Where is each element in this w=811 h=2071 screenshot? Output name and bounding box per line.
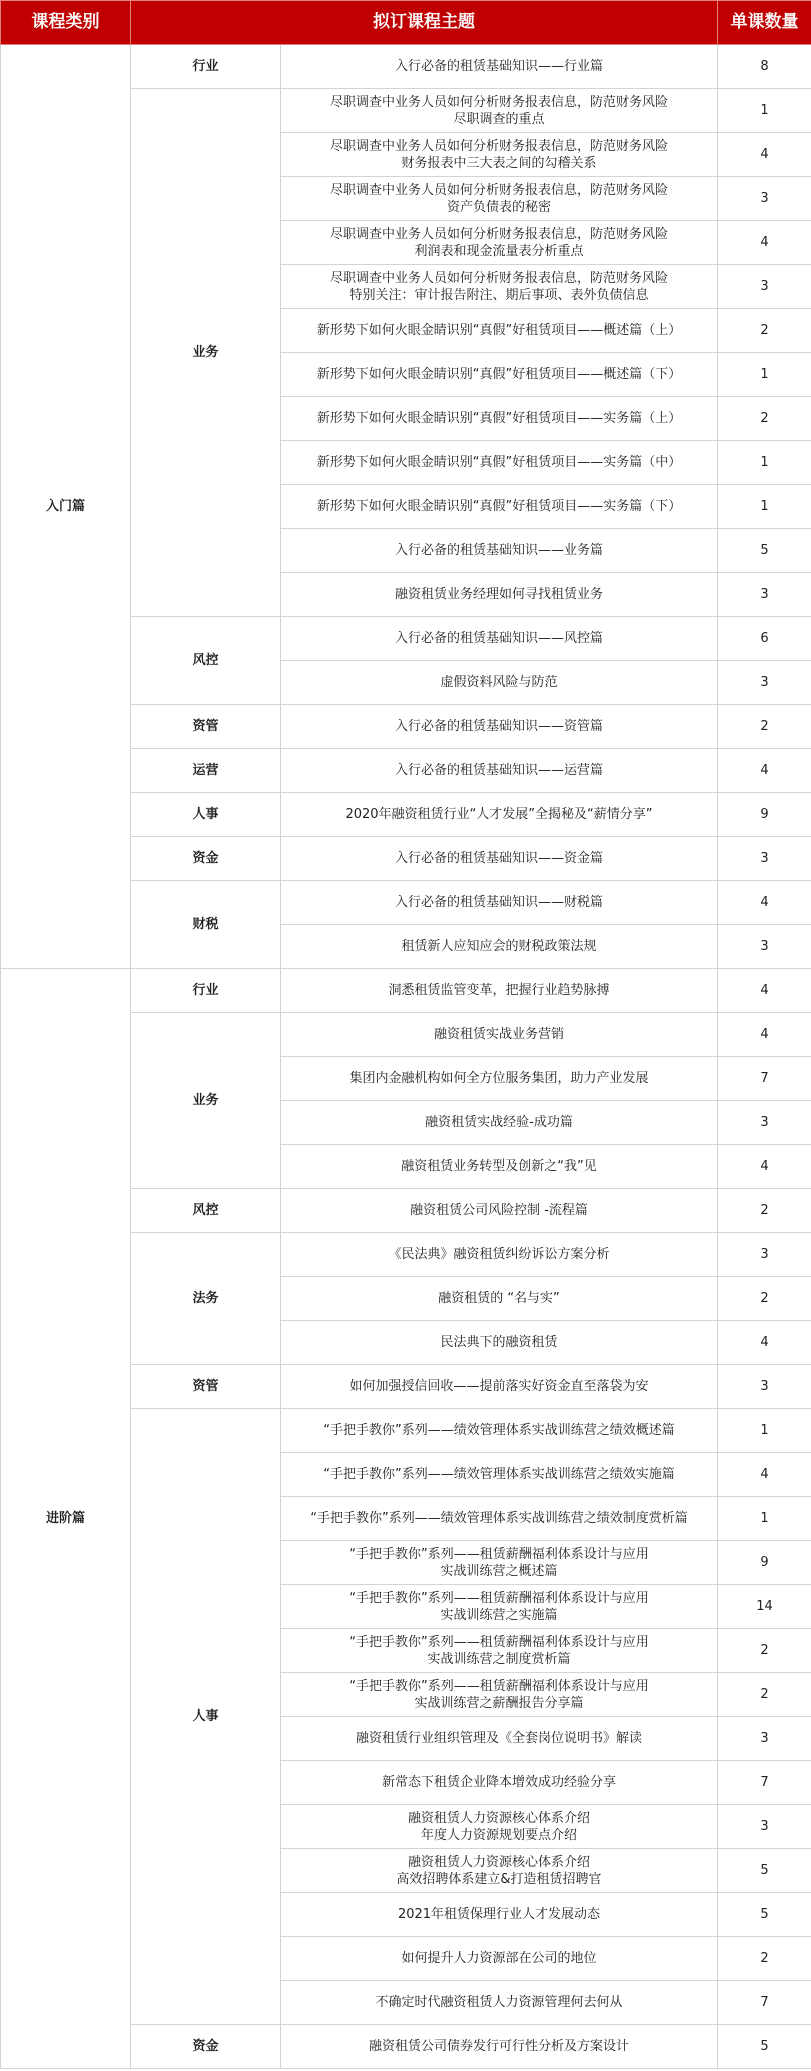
course-count-cell: 1 <box>718 1409 811 1453</box>
subcategory-cell: 人事 <box>131 793 281 837</box>
course-count-cell: 1 <box>718 441 811 485</box>
subcategory-cell: 资管 <box>131 705 281 749</box>
course-topic-cell: 如何提升人力资源部在公司的地位 <box>281 1937 718 1981</box>
course-count-cell: 7 <box>718 1057 811 1101</box>
category-cell: 进阶篇 <box>1 969 131 2069</box>
course-topic-cell: 《民法典》融资租赁纠纷诉讼方案分析 <box>281 1233 718 1277</box>
course-topic-cell: “手把手教你”系列——绩效管理体系实战训练营之绩效实施篇 <box>281 1453 718 1497</box>
course-count-cell: 3 <box>718 1365 811 1409</box>
course-count-cell: 1 <box>718 89 811 133</box>
course-topic-cell: 集团内金融机构如何全方位服务集团，助力产业发展 <box>281 1057 718 1101</box>
course-count-cell: 3 <box>718 1805 811 1849</box>
subcategory-cell: 行业 <box>131 969 281 1013</box>
table-row <box>1 45 811 89</box>
course-count-cell: 1 <box>718 353 811 397</box>
course-count-cell: 4 <box>718 881 811 925</box>
course-count-cell: 2 <box>718 397 811 441</box>
course-topic-cell: 融资租赁实战业务营销 <box>281 1013 718 1057</box>
course-count-cell: 8 <box>718 45 811 89</box>
course-count-cell: 5 <box>718 1849 811 1893</box>
course-topic-cell: 入行必备的租赁基础知识——风控篇 <box>281 617 718 661</box>
course-count-cell: 5 <box>718 2025 811 2069</box>
subcategory-cell: 风控 <box>131 617 281 705</box>
subcategory-cell: 资金 <box>131 2025 281 2069</box>
course-topic-cell: 融资租赁业务转型及创新之“我”见 <box>281 1145 718 1189</box>
course-count-cell: 2 <box>718 1189 811 1233</box>
course-topic-cell: 融资租赁人力资源核心体系介绍 高效招聘体系建立&打造租赁招聘官 <box>281 1849 718 1893</box>
course-topic-cell: “手把手教你”系列——租赁薪酬福利体系设计与应用 实战训练营之实施篇 <box>281 1585 718 1629</box>
course-topic-cell: 尽职调查中业务人员如何分析财务报表信息，防范财务风险 资产负债表的秘密 <box>281 177 718 221</box>
subcategory-cell: 运营 <box>131 749 281 793</box>
course-topic-cell: 入行必备的租赁基础知识——财税篇 <box>281 881 718 925</box>
course-count-cell: 2 <box>718 1937 811 1981</box>
course-count-cell: 7 <box>718 1761 811 1805</box>
course-count-cell: 1 <box>718 485 811 529</box>
course-count-cell: 9 <box>718 793 811 837</box>
course-topic-cell: 融资租赁实战经验-成功篇 <box>281 1101 718 1145</box>
course-count-cell: 4 <box>718 749 811 793</box>
subcategory-cell: 财税 <box>131 881 281 969</box>
course-count-cell: 3 <box>718 177 811 221</box>
course-topic-cell: 入行必备的租赁基础知识——资金篇 <box>281 837 718 881</box>
course-count-cell: 4 <box>718 1013 811 1057</box>
course-topic-cell: 融资租赁的 “名与实” <box>281 1277 718 1321</box>
course-count-cell: 2 <box>718 309 811 353</box>
course-topic-cell: 融资租赁人力资源核心体系介绍 年度人力资源规划要点介绍 <box>281 1805 718 1849</box>
course-topic-cell: 融资租赁公司债券发行可行性分析及方案设计 <box>281 2025 718 2069</box>
course-count-cell: 4 <box>718 969 811 1013</box>
course-topic-cell: 尽职调查中业务人员如何分析财务报表信息，防范财务风险 尽职调查的重点 <box>281 89 718 133</box>
course-count-cell: 5 <box>718 1893 811 1937</box>
course-topic-cell: 新形势下如何火眼金睛识别“真假”好租赁项目——概述篇（上） <box>281 309 718 353</box>
subcategory-cell: 业务 <box>131 89 281 617</box>
course-topic-cell: 洞悉租赁监管变革，把握行业趋势脉搏 <box>281 969 718 1013</box>
course-count-cell: 4 <box>718 1145 811 1189</box>
table-row <box>1 969 811 1013</box>
course-count-cell: 3 <box>718 1717 811 1761</box>
course-topic-cell: 入行必备的租赁基础知识——业务篇 <box>281 529 718 573</box>
course-count-cell: 3 <box>718 573 811 617</box>
course-topic-cell: 新形势下如何火眼金睛识别“真假”好租赁项目——概述篇（下） <box>281 353 718 397</box>
course-topic-cell: 2021年租赁保理行业人才发展动态 <box>281 1893 718 1937</box>
course-topic-cell: 尽职调查中业务人员如何分析财务报表信息，防范财务风险 财务报表中三大表之间的勾稽关系 <box>281 133 718 177</box>
table-header <box>1 1 811 45</box>
course-topic-cell: 新形势下如何火眼金睛识别“真假”好租赁项目——实务篇（下） <box>281 485 718 529</box>
course-count-cell: 4 <box>718 221 811 265</box>
subcategory-cell: 资金 <box>131 837 281 881</box>
course-topic-cell: 入行必备的租赁基础知识——资管篇 <box>281 705 718 749</box>
header-topic: 拟订课程主题 <box>131 1 718 45</box>
course-count-cell: 14 <box>718 1585 811 1629</box>
course-topic-cell: 融资租赁行业组织管理及《全套岗位说明书》解读 <box>281 1717 718 1761</box>
course-topic-cell: “手把手教你”系列——绩效管理体系实战训练营之绩效概述篇 <box>281 1409 718 1453</box>
course-topic-cell: 尽职调查中业务人员如何分析财务报表信息，防范财务风险 特别关注：审计报告附注、期后事项、表外负债信息 <box>281 265 718 309</box>
table-body <box>1 45 811 2069</box>
course-count-cell: 3 <box>718 265 811 309</box>
course-topic-cell: 新形势下如何火眼金睛识别“真假”好租赁项目——实务篇（中） <box>281 441 718 485</box>
subcategory-cell: 行业 <box>131 45 281 89</box>
course-topic-cell: 租赁新人应知应会的财税政策法规 <box>281 925 718 969</box>
course-count-cell: 3 <box>718 1233 811 1277</box>
course-topic-cell: 虚假资料风险与防范 <box>281 661 718 705</box>
course-topic-cell: “手把手教你”系列——租赁薪酬福利体系设计与应用 实战训练营之概述篇 <box>281 1541 718 1585</box>
course-count-cell: 4 <box>718 1453 811 1497</box>
course-topic-cell: “手把手教你”系列——绩效管理体系实战训练营之绩效制度赏析篇 <box>281 1497 718 1541</box>
course-count-cell: 4 <box>718 1321 811 1365</box>
course-topic-cell: 融资租赁公司风险控制 -流程篇 <box>281 1189 718 1233</box>
course-count-cell: 2 <box>718 1673 811 1717</box>
course-count-cell: 2 <box>718 705 811 749</box>
course-count-cell: 9 <box>718 1541 811 1585</box>
course-topic-cell: “手把手教你”系列——租赁薪酬福利体系设计与应用 实战训练营之制度赏析篇 <box>281 1629 718 1673</box>
header-count: 单课数量 <box>718 1 811 45</box>
course-topic-cell: 不确定时代融资租赁人力资源管理何去何从 <box>281 1981 718 2025</box>
course-topic-cell: 新形势下如何火眼金睛识别“真假”好租赁项目——实务篇（上） <box>281 397 718 441</box>
subcategory-cell: 人事 <box>131 1409 281 2025</box>
course-topic-cell: “手把手教你”系列——租赁薪酬福利体系设计与应用 实战训练营之薪酬报告分享篇 <box>281 1673 718 1717</box>
course-count-cell: 2 <box>718 1629 811 1673</box>
course-topic-cell: 入行必备的租赁基础知识——运营篇 <box>281 749 718 793</box>
course-count-cell: 3 <box>718 661 811 705</box>
course-topic-cell: 2020年融资租赁行业“人才发展”全揭秘及“薪情分享” <box>281 793 718 837</box>
subcategory-cell: 业务 <box>131 1013 281 1189</box>
subcategory-cell: 法务 <box>131 1233 281 1365</box>
course-topic-cell: 如何加强授信回收——提前落实好资金直至落袋为安 <box>281 1365 718 1409</box>
course-count-cell: 3 <box>718 837 811 881</box>
course-count-cell: 3 <box>718 925 811 969</box>
course-topic-cell: 民法典下的融资租赁 <box>281 1321 718 1365</box>
course-count-cell: 4 <box>718 133 811 177</box>
course-topic-cell: 入行必备的租赁基础知识——行业篇 <box>281 45 718 89</box>
header-category: 课程类别 <box>1 1 131 45</box>
course-topic-cell: 新常态下租赁企业降本增效成功经验分享 <box>281 1761 718 1805</box>
course-count-cell: 3 <box>718 1101 811 1145</box>
course-count-cell: 2 <box>718 1277 811 1321</box>
course-topic-cell: 融资租赁业务经理如何寻找租赁业务 <box>281 573 718 617</box>
subcategory-cell: 资管 <box>131 1365 281 1409</box>
course-count-cell: 5 <box>718 529 811 573</box>
course-topic-cell: 尽职调查中业务人员如何分析财务报表信息，防范财务风险 利润表和现金流量表分析重点 <box>281 221 718 265</box>
course-count-cell: 7 <box>718 1981 811 2025</box>
course-count-cell: 6 <box>718 617 811 661</box>
subcategory-cell: 风控 <box>131 1189 281 1233</box>
category-cell: 入门篇 <box>1 45 131 969</box>
course-count-cell: 1 <box>718 1497 811 1541</box>
